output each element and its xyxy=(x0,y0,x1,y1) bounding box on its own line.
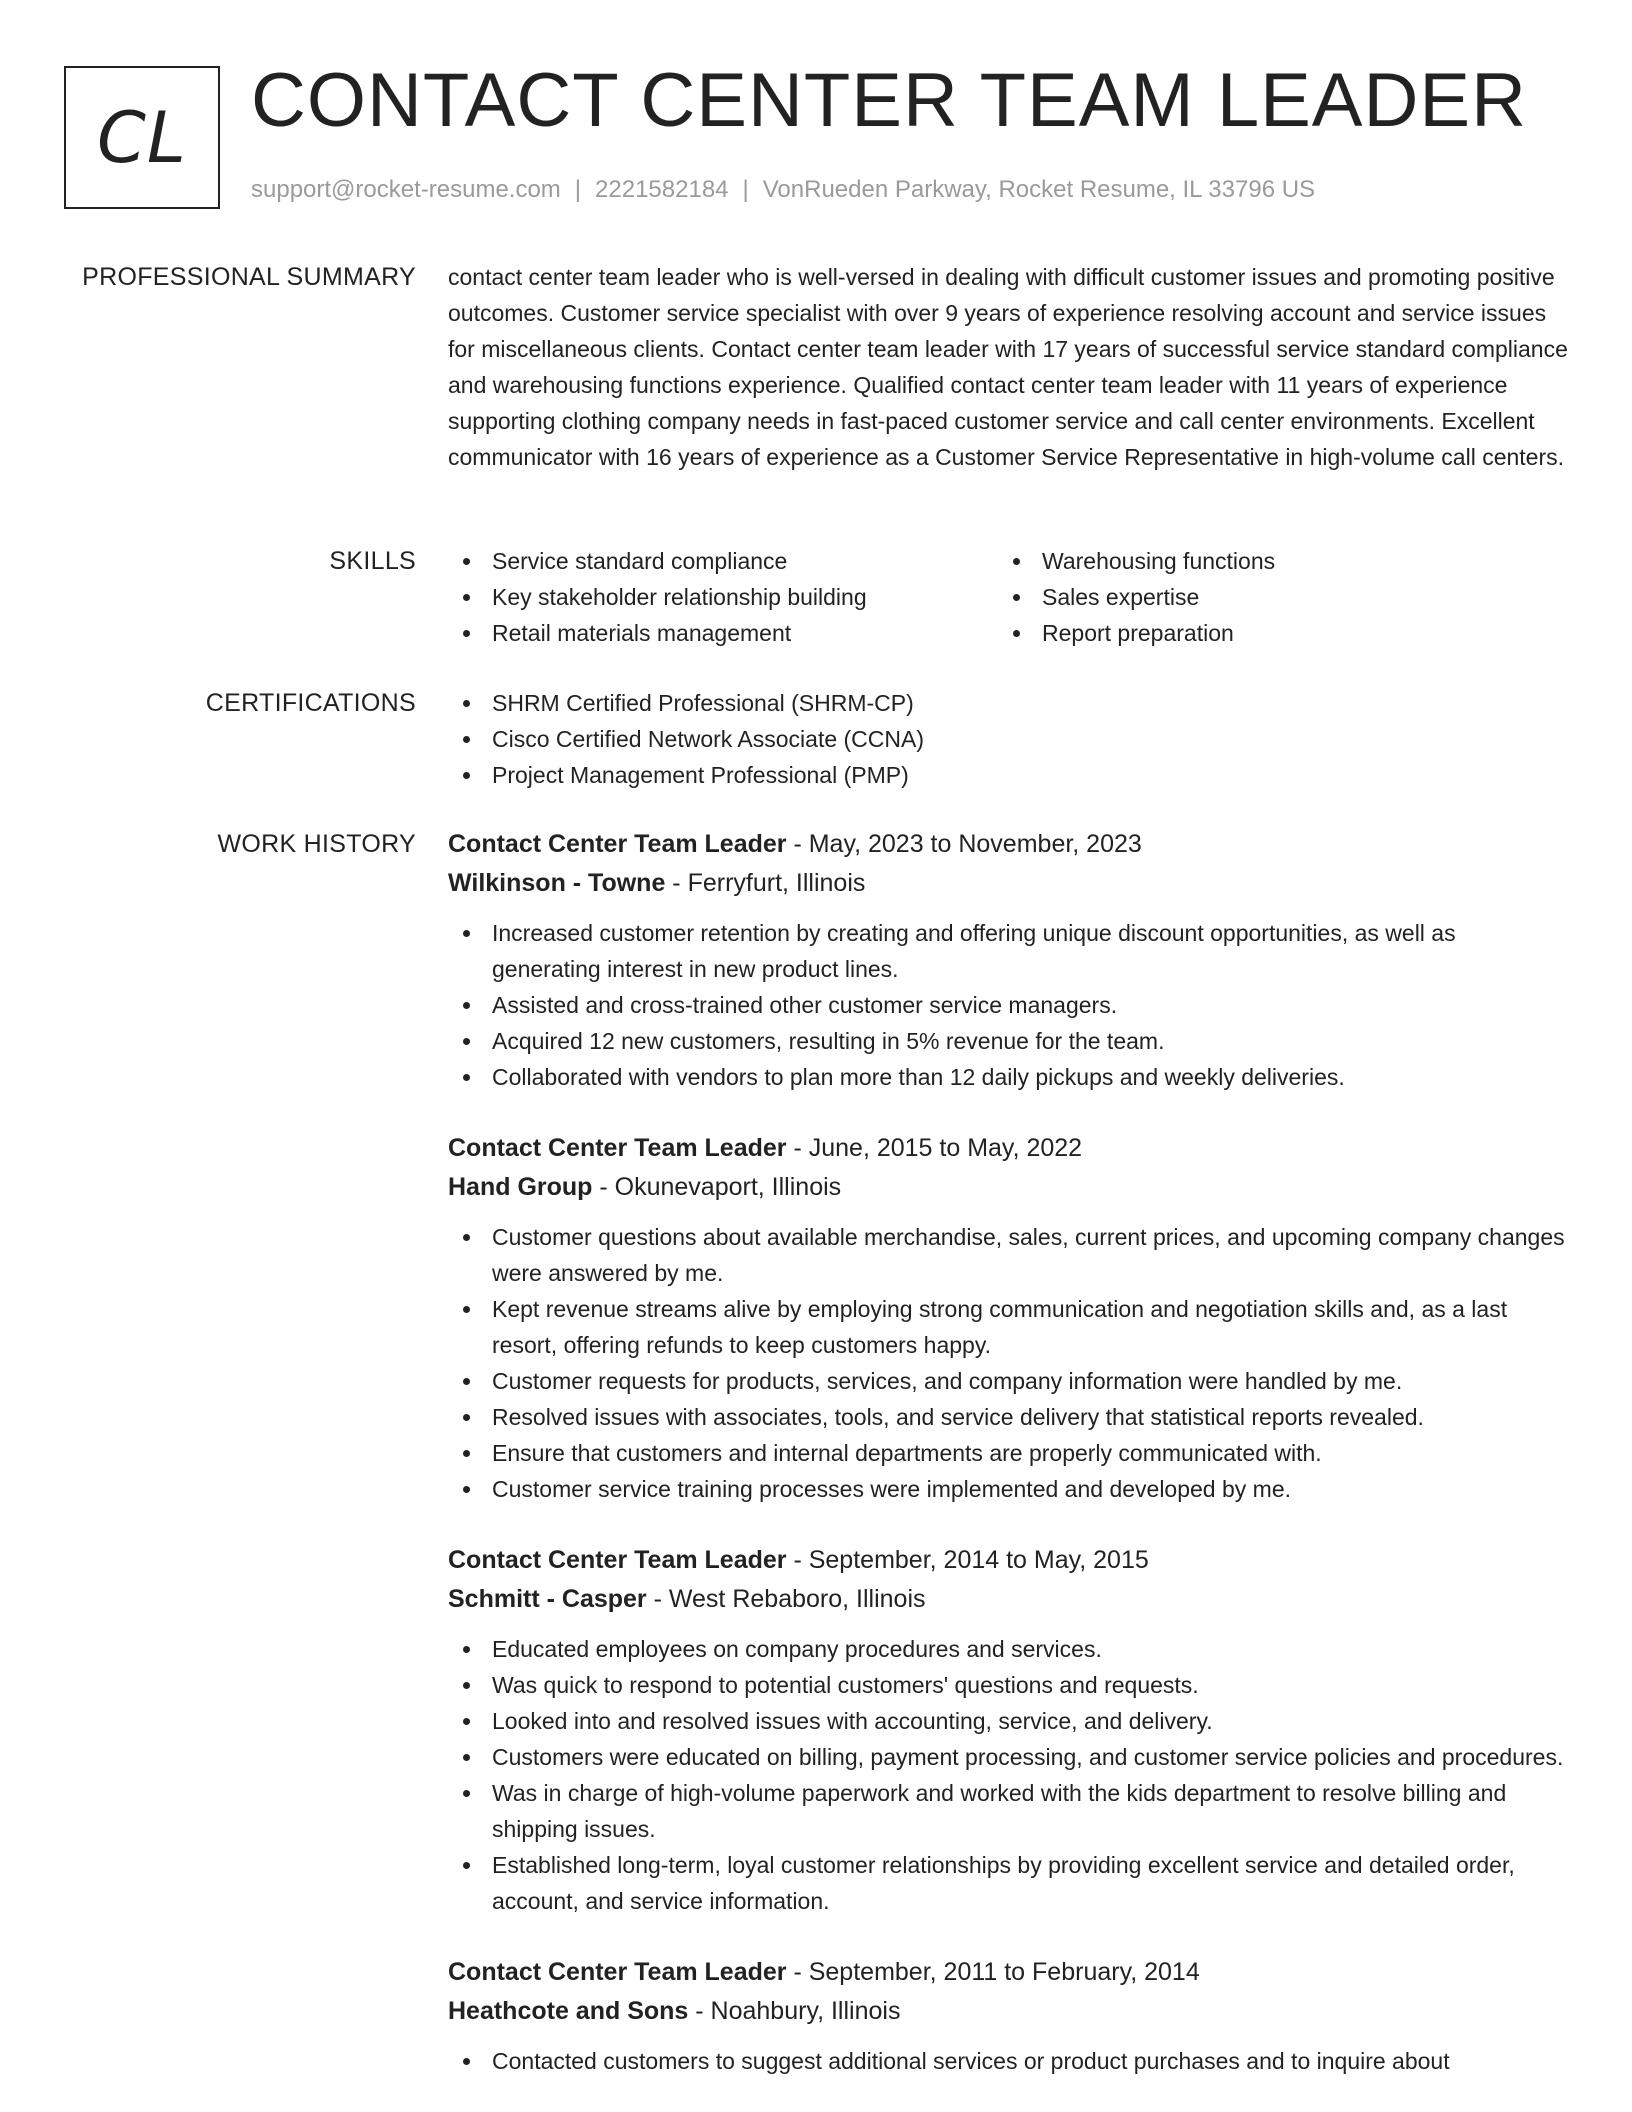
job-title: Contact Center Team Leader xyxy=(448,1134,787,1162)
contact-address: VonRueden Parkway, Rocket Resume, IL 33796 US xyxy=(762,176,1316,203)
work-history-body xyxy=(448,825,1570,2112)
job-title-line xyxy=(448,825,1570,864)
contact-phone: 2221582184 xyxy=(595,176,729,203)
job-location: - Okunevaport, Illinois xyxy=(592,1173,842,1201)
job-company: Schmitt - Casper xyxy=(448,1585,647,1613)
summary-body xyxy=(448,259,1570,475)
skills-list-right xyxy=(998,543,1548,651)
job-bullet: Collaborated with vendors to plan more than 12 daily pickups and weekly deliveries. xyxy=(448,1059,1570,1095)
skills-list-left xyxy=(448,543,998,651)
job-bullet: Kept revenue streams alive by employing strong communication and negotiation skills and, as a last resort, offering refunds to keep customers happy. xyxy=(448,1291,1570,1363)
job-company: Wilkinson - Towne xyxy=(448,869,666,897)
job-bullet: Customer questions about available merchandise, sales, current prices, and upcoming company changes were answered by me. xyxy=(448,1219,1570,1291)
job-bullet: Customers were educated on billing, payment processing, and customer service policies and procedures. xyxy=(448,1739,1570,1775)
job-company: Hand Group xyxy=(448,1173,593,1201)
summary-heading: PROFESSIONAL SUMMARY xyxy=(82,263,416,291)
job-entry xyxy=(448,1953,1570,2079)
job-bullet: Resolved issues with associates, tools, and service delivery that statistical reports revealed. xyxy=(448,1399,1570,1435)
job-bullet: Ensure that customers and internal departments are properly communicated with. xyxy=(448,1435,1570,1471)
job-bullet: Established long-term, loyal customer relationships by providing excellent service and detailed order, account, and service information. xyxy=(448,1847,1570,1919)
job-company-line xyxy=(448,864,1570,903)
job-bullet: Looked into and resolved issues with accounting, service, and delivery. xyxy=(448,1703,1570,1739)
resume-title: CONTACT CENTER TEAM LEADER xyxy=(251,58,1527,143)
certification-item: Project Management Professional (PMP) xyxy=(448,757,1570,793)
job-location: - Ferryfurt, Illinois xyxy=(665,869,866,897)
job-dates: - June, 2015 to May, 2022 xyxy=(786,1134,1083,1162)
job-bullet: Contacted customers to suggest additional services or product purchases and to inquire about xyxy=(448,2043,1570,2079)
job-title-line xyxy=(448,1953,1570,1992)
skill-item: Retail materials management xyxy=(448,615,998,651)
contact-email: support@rocket-resume.com xyxy=(251,176,561,203)
certifications-list xyxy=(448,685,1570,793)
monogram-initials: CL xyxy=(97,96,187,179)
summary-text: contact center team leader who is well-versed in dealing with difficult customer issues and promoting positive outcomes. Customer service specialist with over 9 years of experience resolving account and service issues for miscellaneous clients. Contact center team leader with 17 years of successful service standard compliance and warehousing functions experience. Qualified contact center team leader with 11 years of experience supporting clothing company needs in fast-paced customer service and call center environments. Excellent communicator with 16 years of experience as a Customer Service Representative in high-volume call centers. xyxy=(448,264,1568,470)
job-bullet: Customer service training processes were implemented and developed by me. xyxy=(448,1471,1570,1507)
skill-item: Report preparation xyxy=(998,615,1548,651)
skills-body xyxy=(448,543,1570,651)
job-bullet: Customer requests for products, services, and company information were handled by me. xyxy=(448,1363,1570,1399)
job-company-line xyxy=(448,1580,1570,1619)
monogram-badge xyxy=(64,66,220,209)
job-bullets xyxy=(448,915,1570,1095)
job-entry xyxy=(448,1129,1570,1507)
job-bullet: Was in charge of high-volume paperwork and worked with the kids department to resolve billing and shipping issues. xyxy=(448,1775,1570,1847)
work-history-heading: WORK HISTORY xyxy=(217,830,416,858)
job-bullet: Acquired 12 new customers, resulting in 5% revenue for the team. xyxy=(448,1023,1570,1059)
job-title-line xyxy=(448,1541,1570,1580)
certification-item: Cisco Certified Network Associate (CCNA) xyxy=(448,721,1570,757)
job-bullets xyxy=(448,2043,1570,2079)
job-dates: - September, 2014 to May, 2015 xyxy=(786,1546,1149,1574)
job-location: - West Rebaboro, Illinois xyxy=(646,1585,926,1613)
job-title: Contact Center Team Leader xyxy=(448,830,787,858)
contact-separator: | xyxy=(574,176,582,203)
skill-item: Service standard compliance xyxy=(448,543,998,579)
job-bullet: Educated employees on company procedures and services. xyxy=(448,1631,1570,1667)
job-location: - Noahbury, Illinois xyxy=(688,1997,901,2025)
certifications-heading: CERTIFICATIONS xyxy=(205,689,416,717)
skill-item: Key stakeholder relationship building xyxy=(448,579,998,615)
job-company-line xyxy=(448,1992,1570,2031)
certifications-body xyxy=(448,685,1570,793)
skills-heading: SKILLS xyxy=(329,547,416,575)
job-dates: - September, 2011 to February, 2014 xyxy=(786,1958,1200,1986)
job-title-line xyxy=(448,1129,1570,1168)
job-company-line xyxy=(448,1168,1570,1207)
job-bullets xyxy=(448,1631,1570,1919)
contact-separator: | xyxy=(742,176,749,203)
job-bullet: Assisted and cross-trained other customer service managers. xyxy=(448,987,1570,1023)
job-bullets xyxy=(448,1219,1570,1507)
certification-item: SHRM Certified Professional (SHRM-CP) xyxy=(448,685,1570,721)
job-title: Contact Center Team Leader xyxy=(448,1546,787,1574)
job-dates: - May, 2023 to November, 2023 xyxy=(786,830,1142,858)
job-title: Contact Center Team Leader xyxy=(448,1958,787,1986)
job-entry xyxy=(448,1541,1570,1919)
job-company: Heathcote and Sons xyxy=(448,1997,689,2025)
skill-item: Warehousing functions xyxy=(998,543,1548,579)
skill-item: Sales expertise xyxy=(998,579,1548,615)
contact-line xyxy=(251,174,1315,206)
job-entry xyxy=(448,825,1570,1095)
job-bullet: Was quick to respond to potential customers' questions and requests. xyxy=(448,1667,1570,1703)
job-bullet: Increased customer retention by creating and offering unique discount opportunities, as well as generating interest in new product lines. xyxy=(448,915,1570,987)
